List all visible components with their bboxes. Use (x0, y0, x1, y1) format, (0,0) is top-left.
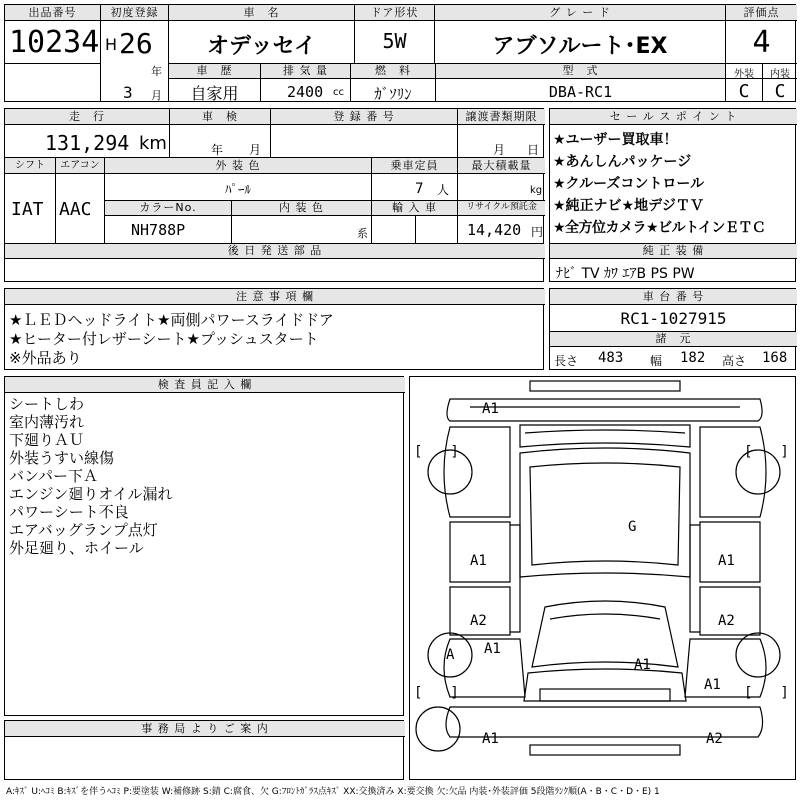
damage-right-rear-door: A2 (718, 613, 735, 629)
note-line: ★ヒーター付レザーシート★プッシュスタート (9, 330, 319, 348)
chassis-block (549, 288, 796, 370)
inspector-block (4, 376, 404, 716)
inspector-line: 外装うすい線傷 (9, 449, 115, 467)
equipment: ﾅﾋﾞ TV ｶﾜ ｴｱB PS PW (556, 266, 695, 282)
mileage-unit: km (139, 133, 167, 154)
inspection-month-unit: 月 (249, 143, 262, 157)
interior-color-header: 内 装 色 (232, 201, 371, 215)
recycle-fee: 14,420 (467, 221, 522, 239)
load-unit: kg (530, 185, 543, 196)
first-reg-header: 初度登録 (101, 5, 168, 21)
recycle-header: リサイクル預託金 (458, 201, 545, 215)
color-header: 外 装 色 (105, 158, 371, 174)
equipment-header: 純 正 装 備 (550, 244, 797, 259)
office-header: 事 務 局 よ り ご 案 内 (5, 721, 405, 737)
vehicle-detail-block (4, 108, 544, 282)
ext-header: 外装 (734, 69, 754, 80)
inspection-year-unit: 年 (211, 143, 224, 157)
grade-header: グ レ ー ド (435, 5, 725, 21)
damage-left-front-wheel: A (446, 647, 455, 663)
door-shape: 5W (382, 29, 407, 53)
aircon: AAC (59, 199, 92, 220)
bracket-label: [ ] (744, 685, 789, 701)
load-header: 最大積載量 (458, 158, 545, 174)
inspection-header: 車 検 (170, 109, 270, 125)
car-name-header: 車 名 (169, 5, 354, 21)
car-outline (410, 377, 797, 781)
exterior-color: ﾊﾟｰﾙ (225, 183, 251, 198)
legend: A:ｷｽﾞ U:ﾍｺﾐ B:ｷｽﾞを伴うﾍｺﾐ P:要塗装 W:補修跡 S:錆 C:腐食、欠 G:ﾌﾛﾝﾄｶﾞﾗｽ点ｷｽﾞ XX:交換済み X:要交換 欠:欠品 内装･外装評価 5段階ﾗﾝｸ順(A・B・C・D・E) 1 (6, 787, 660, 797)
ext-score: C (738, 81, 750, 102)
note-line: ★ＬＥＤヘッドライト★両側パワースライドドア (9, 311, 334, 329)
length-value: 483 (598, 350, 624, 366)
transfer-header: 譲渡書類期限 (458, 109, 545, 125)
notes-header: 注 意 事 項 欄 (5, 289, 545, 305)
color-number-header: カラーNo. (105, 201, 231, 215)
score: 4 (752, 25, 771, 60)
cc-unit: cc (333, 87, 344, 98)
reg-year: 26 (119, 27, 153, 60)
damage-front-bumper: A1 (482, 401, 499, 417)
later-parts-header: 後 日 発 送 部 品 (5, 244, 545, 259)
fuel-header: 燃 料 (351, 64, 435, 78)
sales-point: ★あんしんパッケージ (553, 154, 692, 170)
plate-header: 登 録 番 号 (271, 109, 457, 125)
inspector-line: エンジン廻りオイル漏れ (9, 485, 173, 503)
length-label: 長さ (554, 354, 579, 368)
damage-rear-left: A1 (482, 731, 499, 747)
lot-number: 10234 (9, 25, 99, 60)
notes-block (4, 288, 544, 370)
int-header: 内装 (770, 69, 790, 80)
damage-right-front-door: A1 (718, 553, 735, 569)
mileage-header: 走 行 (5, 109, 169, 125)
transfer-day-unit: 日 (527, 143, 540, 157)
sales-point: ★純正ナビ★地デジＴＶ (553, 198, 704, 214)
sales-point: ★クルーズコントロール (553, 176, 705, 192)
bracket-label: [ ] (414, 444, 459, 460)
sales-point: ★ユーザー買取車！ (553, 132, 678, 148)
shift: IAT (11, 199, 44, 220)
capacity-unit: 人 (437, 183, 450, 197)
int-score: C (774, 81, 786, 102)
inspector-header: 検 査 員 記 入 欄 (5, 377, 405, 393)
history-header: 車 歴 (169, 64, 260, 78)
note-line: ※外品あり (9, 349, 82, 367)
reg-year-unit: 年 (151, 65, 162, 78)
history: 自家用 (190, 84, 239, 103)
damage-left-front-door: A1 (470, 553, 487, 569)
chassis-number: RC1-1027915 (620, 309, 727, 328)
transfer-month-unit: 月 (493, 143, 506, 157)
damage-rear-roof: A1 (634, 657, 651, 673)
sales-points-header: セ ー ル ス ポ イ ン ト (550, 109, 797, 125)
cc-header: 排 気 量 (261, 64, 350, 78)
damage-right-quarter: A1 (704, 677, 721, 693)
inspector-line: エアバッグランプ点灯 (9, 521, 158, 539)
damage-windshield: G (628, 519, 637, 535)
inspector-line: 外足廻り、ホイール (9, 539, 144, 557)
inspector-line: パワーシート不良 (9, 503, 129, 521)
reg-month: 3 (123, 83, 133, 102)
capacity-header: 乗車定員 (372, 158, 457, 174)
specs-header: 諸 元 (550, 332, 797, 347)
inspector-line: バンパー下Ａ (9, 467, 98, 485)
bracket-label: [ ] (744, 444, 789, 460)
bracket-label: [ ] (414, 685, 459, 701)
mileage: 131,294 (45, 131, 130, 155)
inspector-line: 下廻りＡＵ (9, 431, 85, 449)
inspector-line: シートしわ (9, 395, 85, 413)
door-header: ドア形状 (355, 5, 434, 21)
damage-left-rear-door: A2 (470, 613, 487, 629)
chassis-header: 車 台 番 号 (550, 289, 797, 305)
fuel: ｶﾞｿﾘﾝ (374, 85, 412, 103)
color-number: NH788P (131, 221, 186, 239)
car-damage-diagram (409, 376, 796, 780)
damage-rear-right: A2 (706, 731, 723, 747)
sales-point: ★全方位カメラ★ビルトインＥＴＣ (553, 220, 766, 236)
height-value: 168 (762, 350, 788, 366)
model-code: DBA-RC1 (548, 83, 613, 101)
score-header: 評価点 (726, 5, 797, 21)
capacity: 7 (415, 181, 424, 197)
interior-color-unit: 系 (357, 227, 368, 240)
width-label: 幅 (650, 354, 663, 368)
damage-left-quarter: A1 (484, 641, 501, 657)
grade: アブソルート･EX (492, 34, 668, 59)
width-value: 182 (680, 350, 706, 366)
header-block (4, 4, 796, 102)
ac-header: エアコン (56, 158, 104, 174)
shift-header: シフト (5, 158, 55, 174)
model-header: 型 式 (436, 64, 725, 78)
era-label: H (105, 35, 118, 54)
reg-month-unit: 月 (151, 89, 162, 102)
sales-points-block (549, 108, 796, 282)
displacement: 2400 (287, 83, 324, 101)
recycle-unit: 円 (531, 225, 544, 239)
import-header: 輸 入 車 (372, 201, 457, 215)
office-block (4, 720, 404, 780)
car-name: オデッセイ (207, 34, 316, 59)
lot-number-header: 出品番号 (5, 5, 100, 21)
inspector-line: 室内薄汚れ (9, 413, 85, 431)
height-label: 高さ (722, 354, 747, 368)
